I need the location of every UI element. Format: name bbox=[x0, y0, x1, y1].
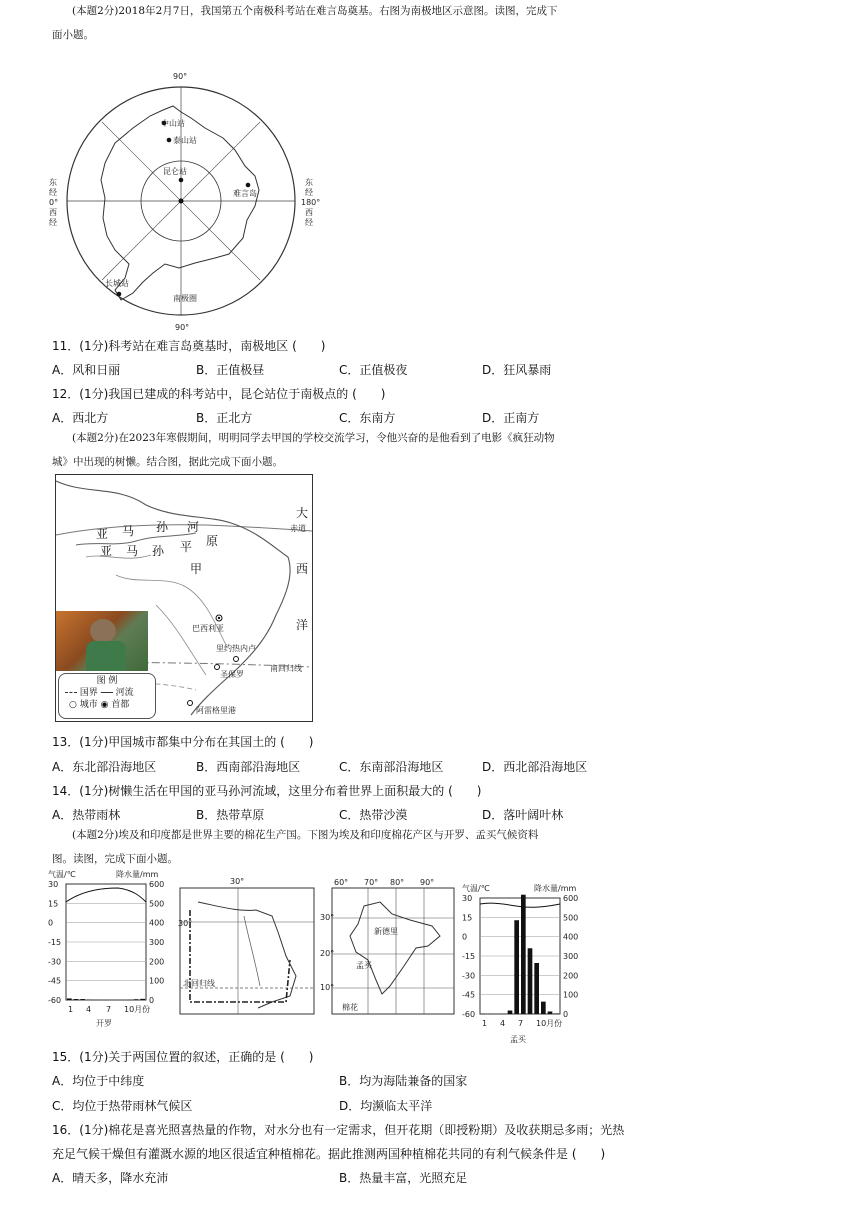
cairo-right-tick: 200 bbox=[149, 957, 165, 967]
city-portoalegre: 阿雷格里港 bbox=[196, 706, 236, 715]
india-lon-70: 70° bbox=[364, 878, 379, 887]
q14-stem: 14．(1分)树懒生活在甲国的亚马孙河流域，这里分布着世界上面积最大的 ( ) bbox=[52, 784, 482, 798]
q11-option-a[interactable]: A．风和日丽 bbox=[52, 363, 121, 377]
mumbai-left-tick: -45 bbox=[462, 990, 476, 1000]
q13-option-c[interactable]: C．东南部沿海地区 bbox=[339, 760, 444, 774]
q16-stem-line2: 充足气候干燥但有灌溉水源的地区很适宜种植棉花。据此推测两国种植棉花共同的有利气候条件是 ( ) bbox=[52, 1147, 606, 1161]
cairo-left-tick: 30 bbox=[48, 880, 59, 889]
cairo-right-tick: 0 bbox=[149, 996, 155, 1005]
brazil-legend bbox=[58, 673, 156, 719]
station-zhongshan: 中山站 bbox=[161, 119, 185, 128]
mumbai-right-tick: 100 bbox=[563, 990, 579, 1000]
map-left-4: 西 bbox=[49, 208, 57, 217]
city-rio: 里约热内卢 bbox=[216, 644, 256, 653]
mumbai-climate-chart bbox=[462, 882, 582, 1046]
cairo-left-tick: 15 bbox=[48, 899, 59, 909]
brazil-map bbox=[55, 474, 313, 722]
cairo-left-tick: 0 bbox=[48, 918, 54, 928]
group2-intro-line2: 城》中出现的树懒。结合图，据此完成下面小题。 bbox=[52, 456, 283, 468]
q12-option-a[interactable]: A．西北方 bbox=[52, 411, 109, 425]
brazil-label-ya-2: 亚 bbox=[100, 544, 113, 558]
cairo-precip-bar bbox=[140, 999, 145, 1000]
india-lon-80: 80° bbox=[390, 878, 405, 887]
egypt-lon-label: 30° bbox=[230, 877, 245, 886]
mumbai-right-tick: 200 bbox=[563, 971, 579, 981]
cairo-x-10: 10月份 bbox=[124, 1005, 151, 1014]
city-brasilia: 巴西利亚 bbox=[192, 624, 224, 633]
station-taishan: 泰山站 bbox=[173, 136, 197, 145]
capital-circle-icon: ◉ bbox=[100, 700, 109, 710]
cairo-left-tick: -60 bbox=[48, 996, 62, 1005]
mumbai-right-tick: 400 bbox=[563, 932, 579, 942]
brazil-label-he: 河 bbox=[187, 520, 200, 534]
mumbai-precip-bar bbox=[521, 895, 526, 1014]
q11-option-d[interactable]: D．狂风暴雨 bbox=[482, 363, 552, 377]
mumbai-x-1: 1 bbox=[482, 1019, 488, 1028]
q15-option-c[interactable]: C．均位于热带雨林气候区 bbox=[52, 1099, 193, 1113]
cairo-precip-bar bbox=[67, 998, 72, 1000]
mumbai-right-tick: 0 bbox=[563, 1010, 569, 1019]
mumbai-x-4: 4 bbox=[500, 1019, 506, 1028]
cairo-x-1: 1 bbox=[68, 1005, 74, 1014]
india-legend-cotton: 棉花 bbox=[342, 1003, 358, 1012]
mumbai-city-label: 孟买 bbox=[510, 1035, 526, 1044]
mumbai-x-7: 7 bbox=[518, 1019, 524, 1028]
cairo-ylabel-right: 降水量/mm bbox=[116, 870, 159, 879]
cairo-city-label: 开罗 bbox=[96, 1019, 112, 1028]
mumbai-ylabel-left: 气温/℃ bbox=[462, 884, 490, 893]
mumbai-precip-bar bbox=[528, 948, 533, 1014]
q13-stem: 13．(1分)甲国城市都集中分布在其国土的 ( ) bbox=[52, 735, 314, 749]
map-right-2: 经 bbox=[305, 188, 313, 197]
egypt-map bbox=[178, 876, 318, 1018]
cairo-right-tick: 500 bbox=[149, 899, 165, 909]
antarctica-map bbox=[45, 68, 335, 338]
cairo-climate-chart bbox=[48, 868, 168, 1036]
mumbai-right-tick: 500 bbox=[563, 913, 579, 923]
map-top-label: 90° bbox=[173, 72, 188, 81]
map-right-4: 西 bbox=[305, 208, 313, 217]
india-lon-90: 90° bbox=[420, 878, 435, 887]
q11-stem: 11．(1分)科考站在难言岛奠基时，南极地区 ( ) bbox=[52, 339, 326, 353]
tropic-capricorn-label: 南回归线 bbox=[270, 664, 302, 673]
mumbai-right-tick: 600 bbox=[563, 894, 579, 903]
atlantic-label-yang: 洋 bbox=[296, 618, 309, 632]
q14-option-d[interactable]: D．落叶阔叶林 bbox=[482, 808, 564, 822]
cairo-left-tick: -15 bbox=[48, 938, 62, 947]
mumbai-left-tick: 0 bbox=[462, 932, 468, 942]
brazil-label-sun-1: 孙 bbox=[156, 520, 169, 534]
q14-option-b[interactable]: B．热带草原 bbox=[196, 808, 265, 822]
q16-stem-line1: 16．(1分)棉花是喜光照喜热量的作物，对水分也有一定需求，但开花期（即授粉期）及收获期忌多雨；光热 bbox=[52, 1123, 625, 1137]
brazil-label-jia: 甲 bbox=[190, 562, 203, 576]
brazil-label-yuan: 原 bbox=[206, 534, 219, 548]
india-map bbox=[320, 876, 460, 1018]
egypt-tropic-label: 北回归线 bbox=[183, 979, 215, 988]
group2-intro-line1: (本题2分)在2023年寒假期间，明明同学去甲国的学校交流学习，令他兴奋的是他看到了电影《疯狂动物 bbox=[72, 432, 555, 444]
mumbai-left-tick: 15 bbox=[462, 913, 473, 923]
brazil-label-ma-2: 马 bbox=[126, 544, 139, 558]
equator-label: 赤道 bbox=[290, 524, 306, 533]
legend-city: 城市 bbox=[79, 700, 98, 710]
cairo-precip-bar bbox=[80, 999, 85, 1000]
cairo-right-tick: 400 bbox=[149, 918, 165, 928]
group1-intro-line2: 面小题。 bbox=[52, 29, 94, 41]
egypt-lat-label: 30° bbox=[178, 919, 193, 928]
group3-intro-line1: (本题2分)埃及和印度都是世界主要的棉花生产国。下图为埃及和印度棉花产区与开罗、孟买气候资料 bbox=[72, 829, 539, 841]
mumbai-precip-bar bbox=[514, 920, 519, 1014]
q13-option-b[interactable]: B．西南部沿海地区 bbox=[196, 760, 301, 774]
cairo-left-tick: -45 bbox=[48, 976, 62, 986]
station-nanyan: 难言岛 bbox=[233, 189, 257, 198]
city-saopaulo: 圣保罗 bbox=[220, 670, 244, 679]
q12-option-c[interactable]: C．东南方 bbox=[339, 411, 396, 425]
cairo-right-tick: 600 bbox=[149, 880, 165, 889]
brazil-label-ping: 平 bbox=[180, 540, 193, 554]
q13-option-a[interactable]: A．东北部沿海地区 bbox=[52, 760, 157, 774]
india-lat-10: 10° bbox=[320, 983, 335, 992]
cairo-precip-bar bbox=[134, 999, 139, 1000]
map-right-5: 经 bbox=[305, 218, 313, 227]
mumbai-precip-bar bbox=[534, 963, 539, 1014]
city-newdelhi: 新德里 bbox=[374, 927, 398, 936]
mumbai-left-tick: -15 bbox=[462, 952, 476, 961]
station-kunlun: 昆仑站 bbox=[163, 167, 187, 176]
mumbai-precip-bar bbox=[548, 1011, 553, 1014]
atlantic-label-xi: 西 bbox=[296, 562, 309, 576]
brazil-label-ya-1: 亚 bbox=[96, 527, 109, 541]
mumbai-left-tick: -30 bbox=[462, 971, 476, 981]
group3-intro-line2: 图。读图，完成下面小题。 bbox=[52, 853, 178, 865]
q15-option-b[interactable]: B．均为海陆兼备的国家 bbox=[339, 1074, 468, 1088]
map-bottom-label: 90° bbox=[175, 323, 190, 332]
cairo-ylabel-left: 气温/℃ bbox=[48, 870, 76, 879]
map-left-5: 经 bbox=[49, 218, 57, 227]
legend-border: 国界 bbox=[79, 688, 98, 698]
map-left-2: 经 bbox=[49, 188, 57, 197]
q15-stem: 15．(1分)关于两国位置的叙述，正确的是 ( ) bbox=[52, 1050, 314, 1064]
q15-option-d[interactable]: D．均濒临太平洋 bbox=[339, 1099, 433, 1113]
map-left-3: 0° bbox=[49, 198, 59, 207]
q16-option-b[interactable]: B．热量丰富，光照充足 bbox=[339, 1171, 468, 1185]
india-lat-30: 30° bbox=[320, 913, 335, 922]
mumbai-left-tick: 30 bbox=[462, 894, 473, 903]
q16-option-a[interactable]: A．晴天多，降水充沛 bbox=[52, 1171, 169, 1185]
q11-option-b[interactable]: B．正值极昼 bbox=[196, 363, 265, 377]
q11-option-c[interactable]: C．正值极夜 bbox=[339, 363, 408, 377]
brazil-label-ma-1: 马 bbox=[122, 524, 135, 538]
map-left-1: 东 bbox=[49, 178, 57, 187]
cairo-right-tick: 100 bbox=[149, 976, 165, 986]
cairo-right-tick: 300 bbox=[149, 938, 165, 947]
q13-option-d[interactable]: D．西北部沿海地区 bbox=[482, 760, 588, 774]
cairo-x-4: 4 bbox=[86, 1005, 92, 1014]
atlantic-label-da: 大 bbox=[296, 506, 309, 520]
border-line-icon bbox=[65, 692, 77, 693]
sloth-image bbox=[56, 611, 148, 671]
india-lon-60: 60° bbox=[334, 878, 349, 887]
map-right-3: 180° bbox=[301, 198, 321, 207]
city-circle-icon: ○ bbox=[69, 700, 77, 710]
india-lat-20: 20° bbox=[320, 949, 335, 958]
q14-option-a[interactable]: A．热带雨林 bbox=[52, 808, 121, 822]
mumbai-x-10: 10月份 bbox=[536, 1019, 563, 1028]
q12-option-d[interactable]: D．正南方 bbox=[482, 411, 540, 425]
cairo-precip-bar bbox=[74, 999, 79, 1000]
q14-option-c[interactable]: C．热带沙漠 bbox=[339, 808, 408, 822]
q12-stem: 12．(1分)我国已建成的科考站中，昆仑站位于南极点的 ( ) bbox=[52, 387, 386, 401]
antarctic-circle-label: 南极圈 bbox=[173, 294, 197, 303]
mumbai-precip-bar bbox=[508, 1011, 513, 1014]
mumbai-precip-bar bbox=[541, 1002, 546, 1014]
legend-river: 河流 bbox=[115, 688, 134, 698]
city-mumbai: 孟买 bbox=[356, 961, 372, 970]
station-changcheng: 长城站 bbox=[105, 279, 129, 288]
brazil-label-sun-2: 孙 bbox=[152, 544, 165, 558]
map-right-1: 东 bbox=[305, 178, 313, 187]
legend-title: 图 例 bbox=[96, 676, 118, 686]
cairo-left-tick: -30 bbox=[48, 957, 62, 967]
mumbai-ylabel-right: 降水量/mm bbox=[534, 884, 577, 893]
q12-option-b[interactable]: B．正北方 bbox=[196, 411, 253, 425]
legend-capital: 首都 bbox=[111, 700, 130, 710]
mumbai-left-tick: -60 bbox=[462, 1010, 476, 1019]
mumbai-precip-bar bbox=[554, 1013, 559, 1014]
river-line-icon bbox=[101, 692, 113, 693]
group1-intro-line1: (本题2分)2018年2月7日，我国第五个南极科考站在难言岛奠基。右图为南极地区示意图。读图，完成下 bbox=[72, 5, 558, 17]
cairo-x-7: 7 bbox=[106, 1005, 112, 1014]
q15-option-a[interactable]: A．均位于中纬度 bbox=[52, 1074, 145, 1088]
mumbai-right-tick: 300 bbox=[563, 952, 579, 961]
